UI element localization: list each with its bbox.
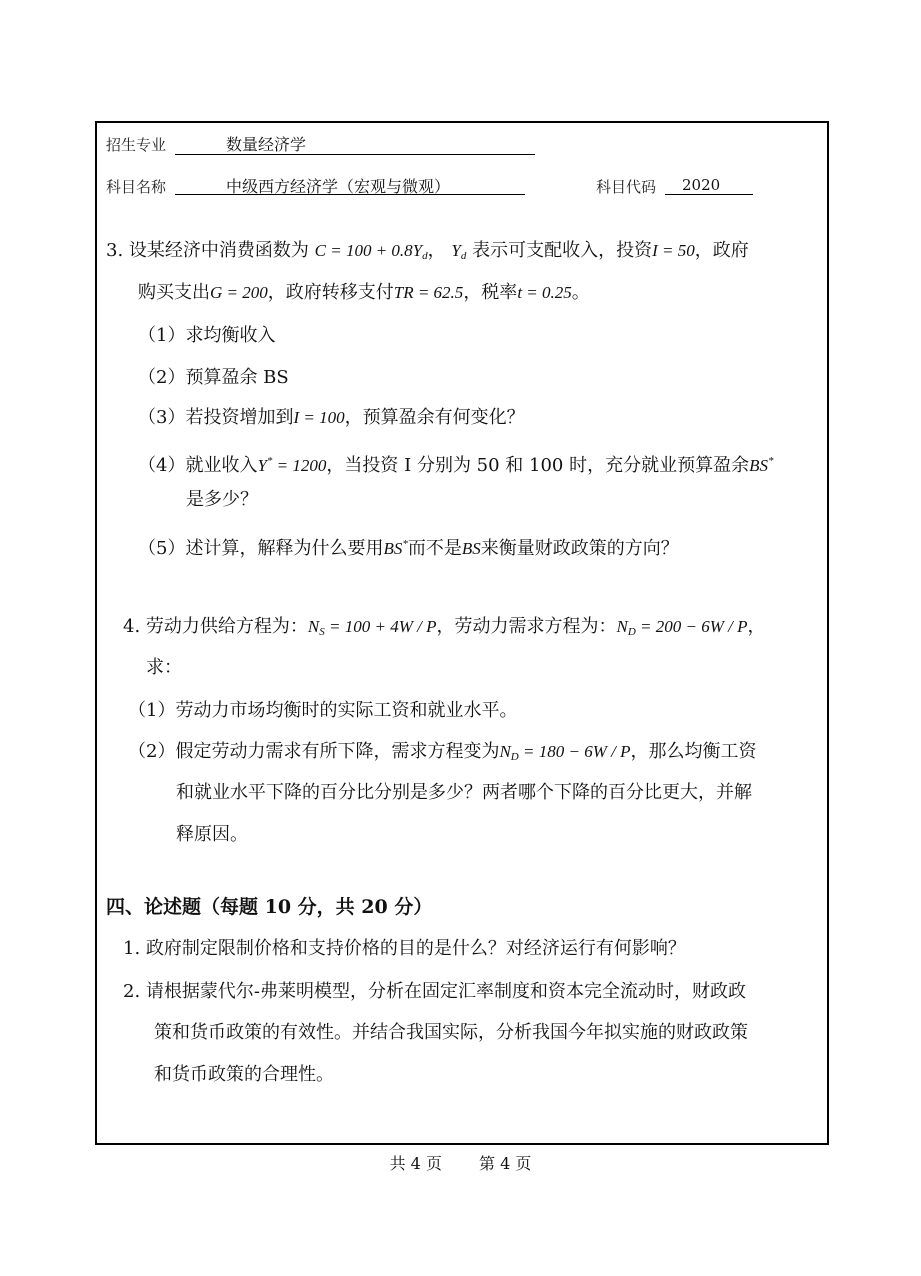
essay-item-2: 2. 请根据蒙代尔-弗莱明模型，分析在固定汇率制度和资本完全流动时，财政政 xyxy=(123,981,746,1002)
page-footer xyxy=(0,1151,921,1174)
q3-sub-2: （2）预算盈余 BS xyxy=(138,367,289,388)
formula-labor-demand: $N_D = 200 - 6W / P$ xyxy=(616,617,748,638)
q3-sub-3: （3）若投资增加到I = 100，预算盈余有何变化？ xyxy=(138,407,525,428)
q4-sub-2-cont-1: 和就业水平下降的百分比分别是多少？两者哪个下降的百分比更大，并解 xyxy=(176,782,752,803)
formula-full-employment-income: Y* = 1200 xyxy=(257,455,327,475)
essay-item-2-cont-2: 和货币政策的合理性。 xyxy=(154,1064,334,1085)
q4-line-1: 4. 劳动力供给方程为：$N_S = 100 + 4W / P$，劳动力需求方程为：$N_D = 200 - 6W / P$， xyxy=(123,616,766,638)
subject-value: 中级西方经济学（宏观与微观） xyxy=(226,177,451,196)
q3-line-2: 购买支出G = 200，政府转移支付TR = 62.5，税率t = 0.25。 xyxy=(138,282,590,303)
major-label: 招生专业 xyxy=(106,136,167,154)
q3-sub-5: （5）述计算，解释为什么要用BS*而不是BS来衡量财政政策的方向？ xyxy=(138,538,679,559)
formula-bs: BS xyxy=(461,539,481,558)
formula-investment: I = 50 xyxy=(652,241,695,260)
formula-transfer: TR = 62.5 xyxy=(393,283,464,302)
code-value: 2020 xyxy=(682,176,721,194)
q3-text: 3. 设某经济中消费函数为 xyxy=(106,240,309,261)
code-label: 科目代码 xyxy=(596,178,657,196)
q4-sub-2: （2）假定劳动力需求有所下降，需求方程变为$N_D = 180 - 6W / P$，那么均衡工资 xyxy=(128,741,757,763)
q4-line-2: 求： xyxy=(146,657,182,678)
subject-label: 科目名称 xyxy=(106,178,167,196)
q3-sub-4: （4）就业收入Y* = 1200，当投资 I 分别为 50 和 100 时，充分就业预算盈余BS* xyxy=(138,455,774,476)
formula-consumption: $C = 100 + 0.8Y_d$ xyxy=(314,241,428,262)
formula-labor-supply: $N_S = 100 + 4W / P$ xyxy=(307,617,437,638)
essay-item-2-cont-1: 策和货币政策的有效性。并结合我国实际，分析我国今年拟实施的财政政策 xyxy=(154,1022,748,1043)
q3-line-1: 3. 设某经济中消费函数为 $C = 100 + 0.8Y_d$， $Y_d$ 表示可支配收入，投资I = 50，政府 xyxy=(106,240,749,262)
page-current: 第 4 页 xyxy=(479,1154,532,1173)
formula-tax-rate: t = 0.25 xyxy=(517,283,572,302)
formula-investment-100: I = 100 xyxy=(293,408,345,427)
formula-yd: $Y_d$ xyxy=(451,241,467,262)
section-4-title: 四、论述题（每题 10 分，共 20 分） xyxy=(106,896,433,918)
q3-sub-1: （1）求均衡收入 xyxy=(138,325,276,346)
formula-bs-star-2: BS* xyxy=(383,538,408,558)
q4-sub-2-cont-2: 释原因。 xyxy=(176,824,248,845)
formula-bs-star: BS* xyxy=(749,455,774,475)
major-value: 数量经济学 xyxy=(226,135,307,154)
formula-government: G = 200 xyxy=(210,283,268,302)
page-total: 共 4 页 xyxy=(389,1154,442,1173)
formula-labor-demand-new: $N_D = 180 - 6W / P$ xyxy=(499,742,631,763)
q4-sub-1: （1）劳动力市场均衡时的实际工资和就业水平。 xyxy=(128,700,518,721)
q3-sub-4-cont: 是多少？ xyxy=(186,489,258,510)
essay-item-1: 1. 政府制定限制价格和支持价格的目的是什么？对经济运行有何影响？ xyxy=(123,938,686,959)
